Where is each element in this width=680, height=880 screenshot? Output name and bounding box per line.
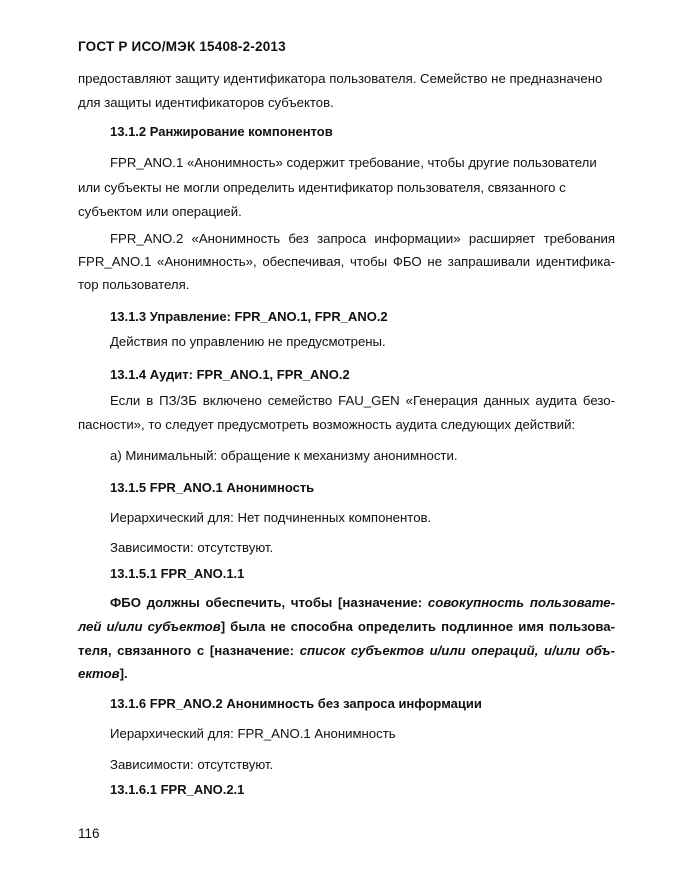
document-header: ГОСТ Р ИСО/МЭК 15408-2-2013 <box>78 39 286 54</box>
list-item: а) Минимальный: обращение к механизму анонимности. <box>110 448 458 463</box>
section-heading: 13.1.4 Аудит: FPR_ANO.1, FPR_ANO.2 <box>110 367 350 382</box>
paragraph-line: Иерархический для: Нет подчиненных компонентов. <box>110 510 432 525</box>
paragraph-line: FPR_ANO.2 «Анонимность без запроса информации» расширяет требования <box>110 231 615 246</box>
paragraph-line: FPR_ANO.1 «Анонимность», обеспечивая, чтобы ФБО не запрашивали идентифика- <box>78 254 615 269</box>
paragraph-line: субъектом или операцией. <box>78 204 242 219</box>
paragraph-line: Если в ПЗ/ЗБ включено семейство FAU_GEN «Генерация данных аудита безо- <box>110 393 615 408</box>
paragraph-line: Действия по управлению не предусмотрены. <box>110 334 386 349</box>
section-heading: 13.1.2 Ранжирование компонентов <box>110 124 333 139</box>
paragraph-line: Зависимости: отсутствуют. <box>110 757 274 772</box>
section-heading: 13.1.6.1 FPR_ANO.2.1 <box>110 782 245 797</box>
requirement-text: ]. <box>119 666 128 681</box>
paragraph-line: или субъекты не могли определить идентификатор пользователя, связанного с <box>78 180 566 195</box>
section-heading: 13.1.5 FPR_ANO.1 Анонимность <box>110 480 315 495</box>
requirement-assignment: список субъектов и/или операций, и/или объ- <box>299 643 615 658</box>
requirement-line <box>78 666 128 681</box>
intro-line: предоставляют защиту идентификатора пользователя. Семейство не предназначено <box>78 71 603 86</box>
requirement-assignment: совокупность пользовате- <box>427 595 615 610</box>
paragraph-line: Иерархический для: FPR_ANO.1 Анонимность <box>110 726 396 741</box>
requirement-text: теля, связанного с [назначение: <box>78 643 300 658</box>
requirement-text: ФБО должны обеспечить, чтобы [назначение: <box>110 595 428 610</box>
intro-line: для защиты идентификаторов субъектов. <box>78 95 334 110</box>
paragraph-line: пасности», то следует предусмотреть возможность аудита следующих действий: <box>78 417 576 432</box>
requirement-line <box>78 643 615 658</box>
requirement-line <box>110 595 615 610</box>
paragraph-line: тор пользователя. <box>78 277 190 292</box>
requirement-assignment: ектов <box>78 666 120 681</box>
paragraph-line: Зависимости: отсутствуют. <box>110 540 274 555</box>
section-heading: 13.1.5.1 FPR_ANO.1.1 <box>110 566 245 581</box>
section-heading: 13.1.6 FPR_ANO.2 Анонимность без запроса информации <box>110 696 482 711</box>
paragraph-line: FPR_ANO.1 «Анонимность» содержит требование, чтобы другие пользователи <box>110 155 597 170</box>
requirement-assignment: лей и/или субъектов <box>78 619 221 634</box>
section-heading: 13.1.3 Управление: FPR_ANO.1, FPR_ANO.2 <box>110 309 388 324</box>
page-number: 116 <box>78 826 100 841</box>
requirement-line <box>78 619 615 634</box>
requirement-text: ] была не способна определить подлинное имя пользова- <box>220 619 615 634</box>
